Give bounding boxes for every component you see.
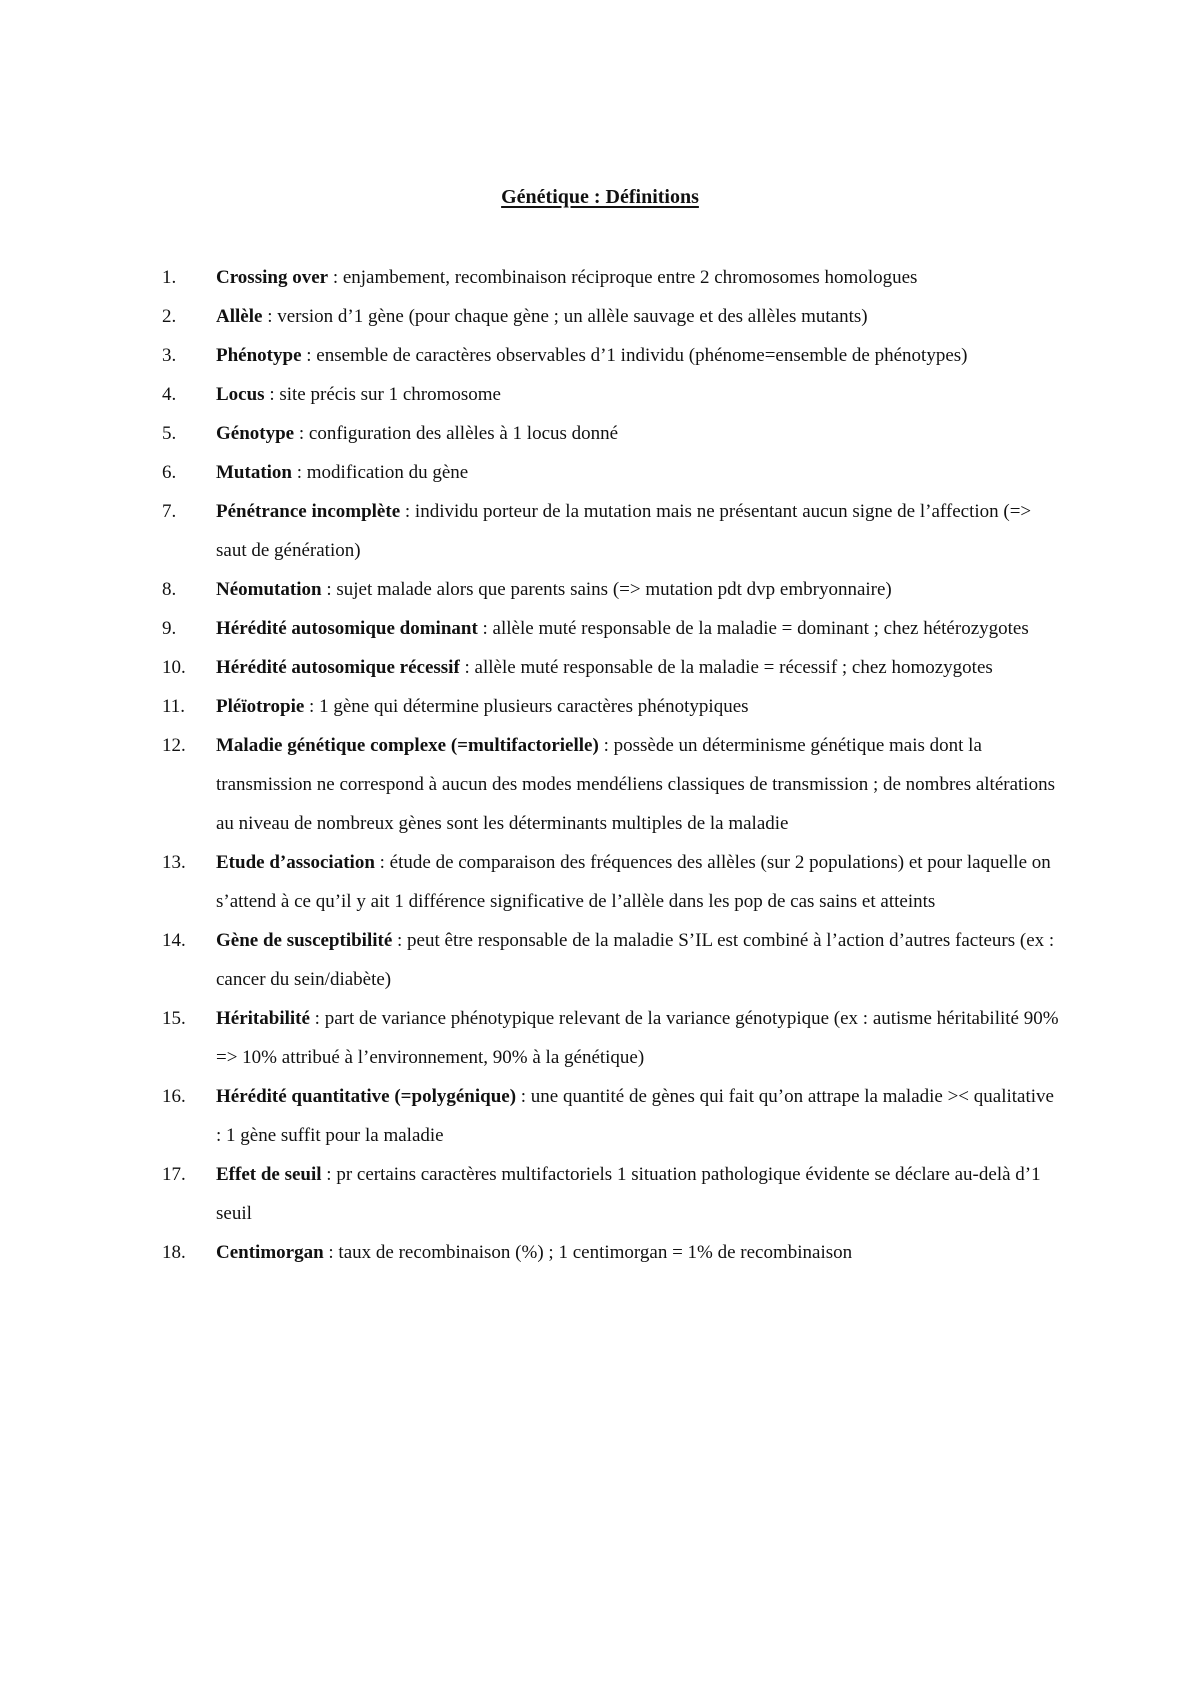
definition-text: : peut être responsable de la maladie S’IL est combiné à l’action d’autres facteurs (ex : cancer du sein/diabète) [216,930,1055,990]
definition-item [162,570,1062,609]
definition-item [162,336,1062,375]
definition-item [162,648,1062,687]
definition-term: Effet de seuil [216,1164,322,1185]
definition-item [162,999,1062,1077]
definition-number: 15. [162,1008,186,1029]
definition-text: : possède un déterminisme génétique mais dont la transmission ne correspond à aucun des modes mendéliens classiques de transmission ; de nombres altérations au niveau de nombreux gènes sont les déterminants multiples de la maladie [216,735,1055,834]
page-title [0,183,1200,211]
definition-number: 17. [162,1164,186,1185]
definition-term: Crossing over [216,267,329,288]
definition-term: Pénétrance incomplète [216,501,401,522]
definition-item [162,414,1062,453]
definition-text: : pr certains caractères multifactoriels 1 situation pathologique évidente se déclare au-delà d’1 seuil [216,1164,1041,1224]
definition-term: Gène de susceptibilité [216,930,393,951]
definition-text: : configuration des allèles à 1 locus donné [294,423,619,444]
definition-item [162,609,1062,648]
definition-number: 10. [162,657,186,678]
definition-item [162,687,1062,726]
definition-number: 18. [162,1242,186,1263]
definition-item [162,726,1062,843]
definition-text: : allèle muté responsable de la maladie = récessif ; chez homozygotes [459,657,993,678]
definition-number: 6. [162,462,177,483]
definition-term: Etude d’association [216,852,375,873]
definition-number: 11. [162,696,186,717]
definition-text: : une quantité de gènes qui fait qu’on attrape la maladie >< qualitative : 1 gène suffit pour la maladie [216,1086,1054,1146]
definition-text: : taux de recombinaison (%) ; 1 centimorgan = 1% de recombinaison [323,1242,853,1263]
definition-number: 16. [162,1086,186,1107]
definition-item [162,1233,1062,1272]
page-title-text: Génétique : Définitions [501,186,699,208]
definition-text: : 1 gène qui détermine plusieurs caractères phénotypiques [304,696,749,717]
definition-term: Phénotype [216,345,302,366]
definition-term: Hérédité quantitative (=polygénique) [216,1086,517,1107]
definition-term: Hérédité autosomique récessif [216,657,460,678]
definition-term: Mutation [216,462,292,483]
definition-text: : version d’1 gène (pour chaque gène ; un allèle sauvage et des allèles mutants) [262,306,868,327]
definition-text: : enjambement, recombinaison réciproque entre 2 chromosomes homologues [328,267,918,288]
definition-item [162,258,1062,297]
definition-number: 8. [162,579,177,600]
definition-number: 2. [162,306,177,327]
definition-item [162,375,1062,414]
definition-term: Génotype [216,423,295,444]
definition-number: 14. [162,930,186,951]
definition-term: Centimorgan [216,1242,324,1263]
definition-item [162,921,1062,999]
definition-item [162,492,1062,570]
definition-item [162,453,1062,492]
definition-text: : étude de comparaison des fréquences des allèles (sur 2 populations) et pour laquelle on s’attend à ce qu’il y ait 1 différence significative de l’allèle dans les pop de cas sains et atteints [216,852,1051,912]
definition-item [162,843,1062,921]
definition-number: 3. [162,345,177,366]
definition-text: : modification du gène [292,462,469,483]
definition-term: Pléïotropie [216,696,305,717]
definition-term: Maladie génétique complexe (=multifactorielle) [216,735,599,756]
definition-text: : site précis sur 1 chromosome [264,384,501,405]
definition-number: 7. [162,501,177,522]
definition-number: 4. [162,384,177,405]
definition-number: 13. [162,852,186,873]
definition-text: : individu porteur de la mutation mais ne présentant aucun signe de l’affection (=> saut de génération) [216,501,1032,561]
definition-number: 1. [162,267,177,288]
definition-term: Hérédité autosomique dominant [216,618,478,639]
definition-text: : allèle muté responsable de la maladie = dominant ; chez hétérozygotes [477,618,1029,639]
definitions-list [162,258,1062,1272]
definition-term: Héritabilité [216,1008,310,1029]
definition-item [162,1077,1062,1155]
definition-term: Néomutation [216,579,322,600]
definition-item [162,297,1062,336]
definition-number: 12. [162,735,186,756]
definition-term: Allèle [216,306,263,327]
definition-text: : ensemble de caractères observables d’1 individu (phénome=ensemble de phénotypes) [301,345,968,366]
definition-term: Locus [216,384,265,405]
definition-number: 9. [162,618,177,639]
definition-number: 5. [162,423,177,444]
definition-item [162,1155,1062,1233]
definition-text: : sujet malade alors que parents sains (=> mutation pdt dvp embryonnaire) [321,579,892,600]
definition-text: : part de variance phénotypique relevant de la variance génotypique (ex : autisme héritabilité 90% => 10% attribué à l’environnement, 90% à la génétique) [216,1008,1059,1068]
